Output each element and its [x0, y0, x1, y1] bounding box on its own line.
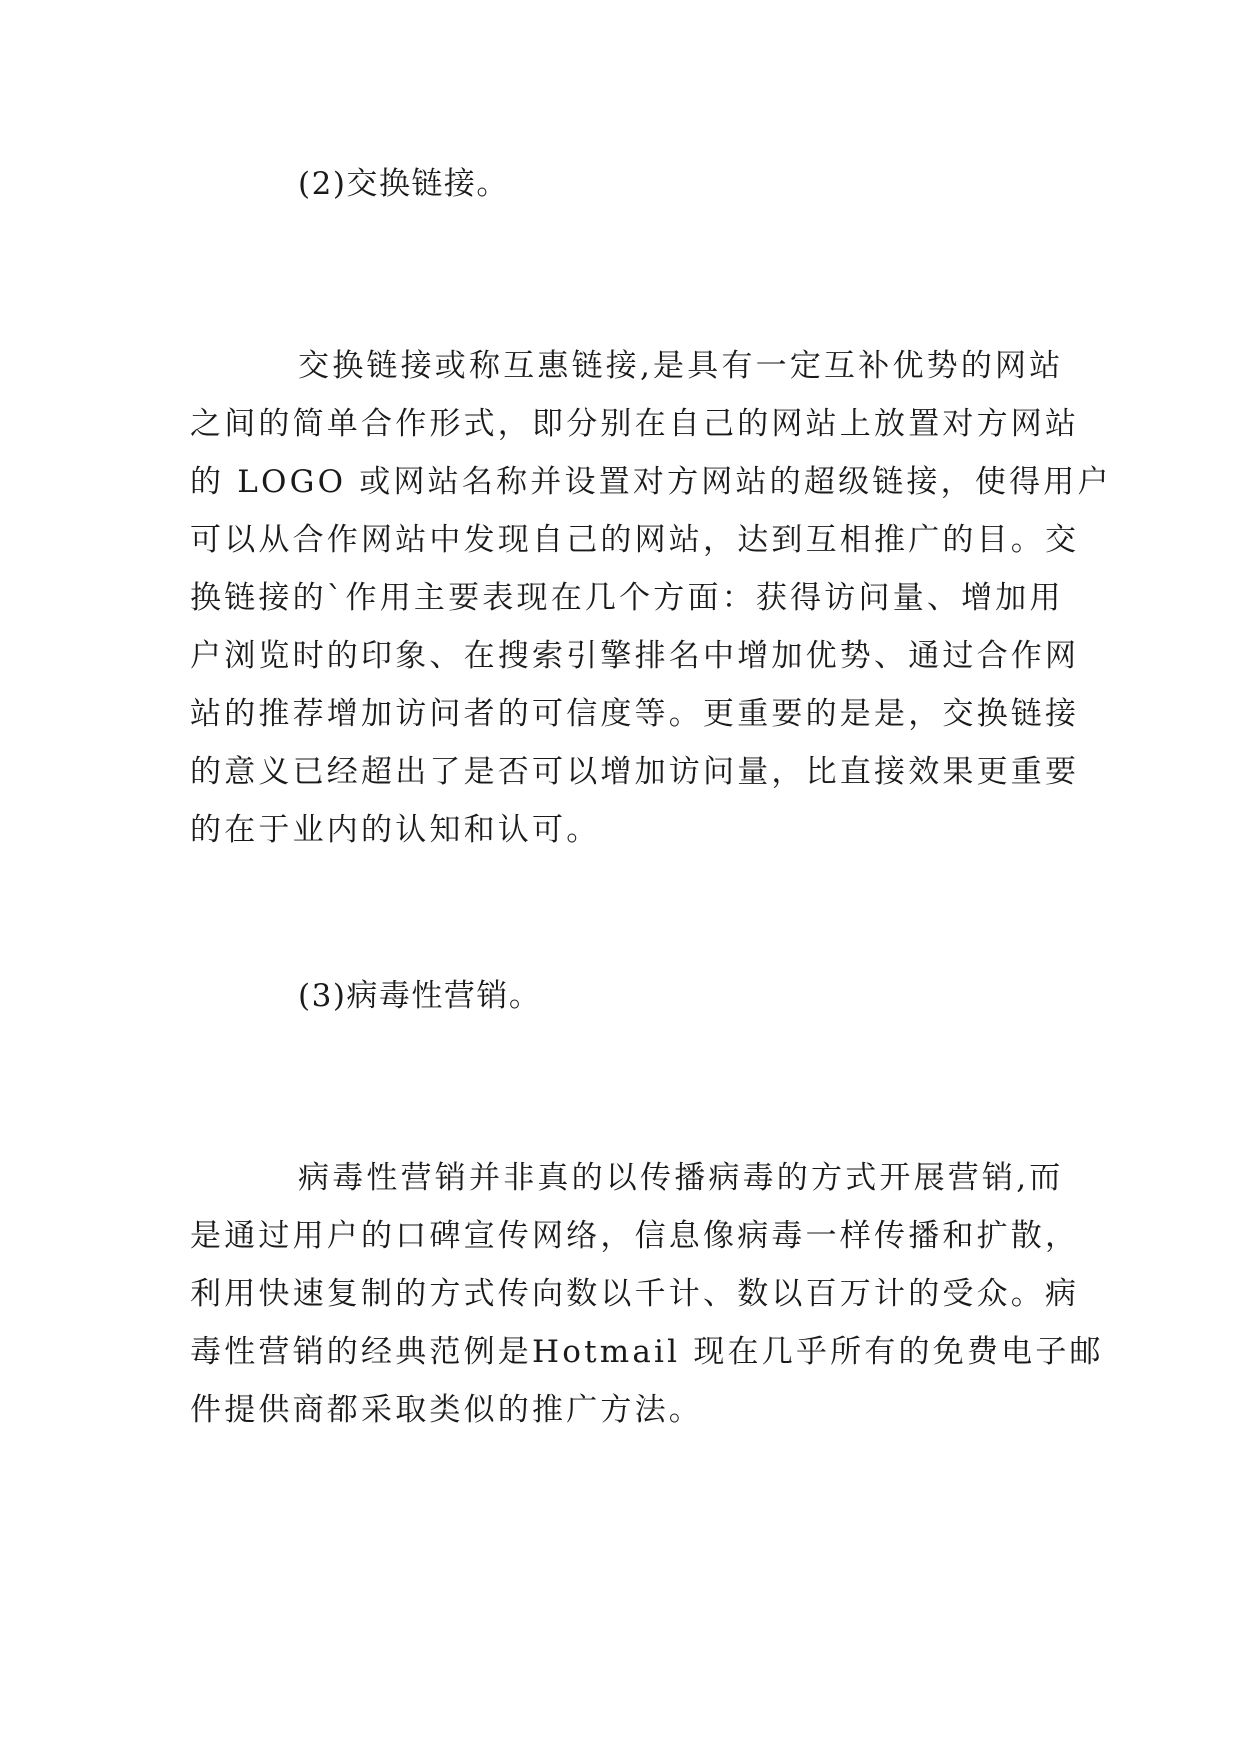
paragraph-line: 的意义已经超出了是否可以增加访问量，比直接效果更重要	[190, 754, 1080, 790]
paragraph-line: 病毒性营销并非真的以传播病毒的方式开展营销,而	[298, 1160, 1064, 1196]
paragraph-line: 的在于业内的认知和认可。	[190, 812, 601, 848]
paragraph-line: 户浏览时的印象、在搜索引擎排名中增加优势、通过合作网	[190, 638, 1080, 674]
paragraph-line: 利用快速复制的方式传向数以千计、数以百万计的受众。病	[190, 1276, 1080, 1312]
paragraph-line: 站的推荐增加访问者的可信度等。更重要的是是，交换链接	[190, 696, 1080, 732]
paragraph-line: 的 LOGO 或网站名称并设置对方网站的超级链接，使得用户	[190, 464, 1112, 500]
paragraph-line: 交换链接或称互惠链接,是具有一定互补优势的网站	[298, 348, 1064, 384]
paragraph-line: 件提供商都采取类似的推广方法。	[190, 1392, 703, 1428]
section-heading-2: (2)交换链接。	[298, 166, 509, 202]
paragraph-line: 换链接的`作用主要表现在几个方面：获得访问量、增加用	[190, 580, 1064, 616]
paragraph-line: 毒性营销的经典范例是Hotmail 现在几乎所有的免费电子邮	[190, 1334, 1104, 1370]
paragraph-line: 之间的简单合作形式，即分别在自己的网站上放置对方网站	[190, 406, 1080, 442]
paragraph-line: 是通过用户的口碑宣传网络，信息像病毒一样传播和扩散，	[190, 1218, 1080, 1254]
section-heading-3: (3)病毒性营销。	[298, 978, 542, 1014]
paragraph-line: 可以从合作网站中发现自己的网站，达到互相推广的目。交	[190, 522, 1080, 558]
